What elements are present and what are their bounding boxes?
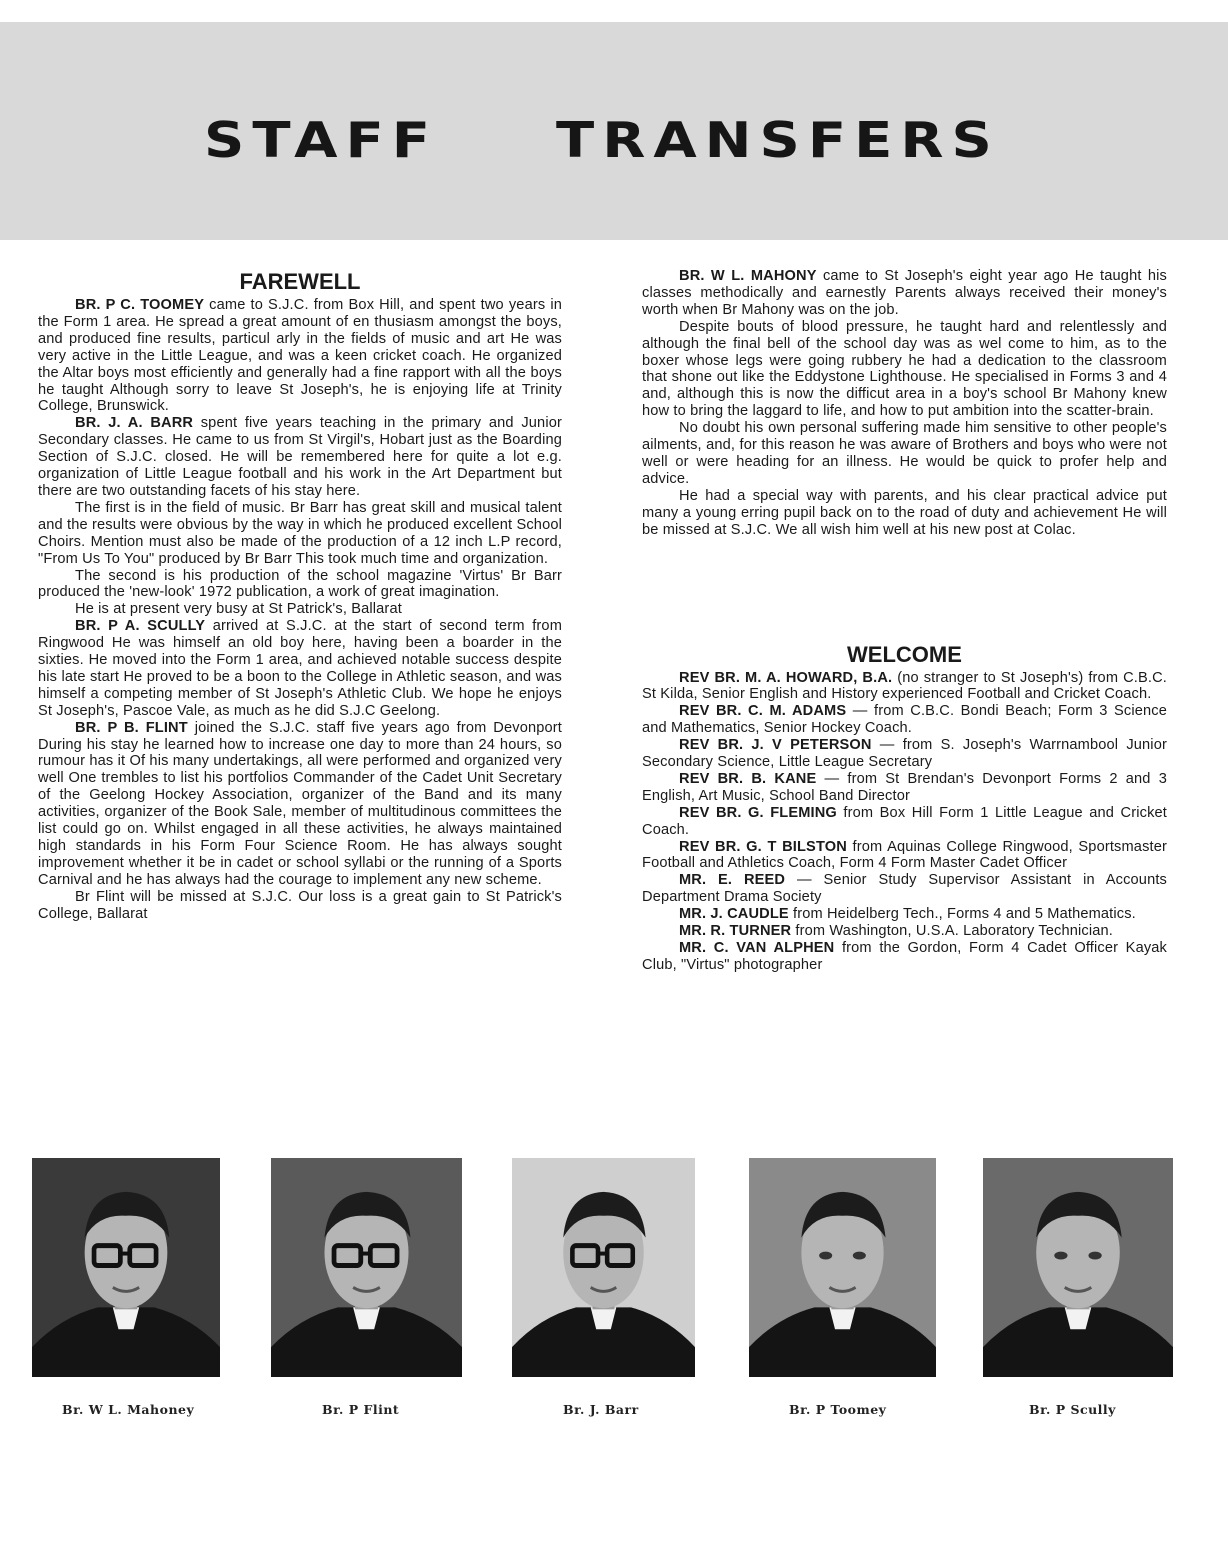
staff-name: BR. J. A. BARR <box>75 415 194 432</box>
staff-name: BR. W L. MAHONY <box>679 268 817 284</box>
paragraph-text: came to St Joseph's eight year ago He taught his classes methodically and earnestly Parents always received their money's worth when Br Mahony was on the job. <box>642 268 1167 318</box>
welcome-entry <box>642 839 1167 873</box>
staff-name: REV BR. G. FLEMING <box>679 804 837 821</box>
welcome-entry <box>642 703 1167 737</box>
staff-name: REV BR. B. KANE <box>679 770 817 787</box>
page-title <box>0 112 1228 182</box>
paragraph-text: He is at present very busy at St Patrick's, Ballarat <box>75 601 402 618</box>
farewell-paragraph <box>38 889 562 923</box>
staff-portrait <box>32 1158 220 1377</box>
paragraph-text: from the Gordon, Form 4 Cadet Officer Kayak Club, "Virtus" photographer <box>642 940 1167 973</box>
farewell-continued-paragraphs <box>642 268 1167 539</box>
farewell-paragraph <box>642 420 1167 488</box>
paragraph-text: The second is his production of the school magazine 'Virtus' Br Barr produced the 'new-look' 1972 publication, a work of great imagination. <box>38 567 562 601</box>
portrait-figure <box>271 1158 462 1377</box>
paragraph-text: joined the S.J.C. staff five years ago from Devonport During his stay he learned how to increase one day to more than 24 hours, so rumour has it Of his many undertakings, all were performed and organized very well One trembles to list his portfolios Commander of the Cadet Unit Secretary of the Geelong Hockey Association, organizer of the Band and its many activities, organizer of the Book Sale, member of multitudinous committees the list could go on. Whilst engaged in all these activities, he always maintained high standards in his Form Four Science Room. He has always sought improvement whether it be in cadet or school syllabi or the running of a Sports Carnival and he has always had the courage to implement any new scheme. <box>38 719 562 888</box>
farewell-paragraph <box>642 268 1167 319</box>
welcome-entry <box>642 805 1167 839</box>
paragraph-text: — from S. Joseph's Warrnambool Junior Secondary Science, Little League Secretary <box>642 737 1167 771</box>
staff-name: MR. R. TURNER <box>679 923 792 940</box>
staff-name: BR. P C. TOOMEY <box>75 297 205 313</box>
paragraph-text: from Heidelberg Tech., Forms 4 and 5 Mathematics. <box>788 906 1136 923</box>
portrait-figure <box>749 1158 936 1377</box>
staff-name: MR. J. CAUDLE <box>679 906 789 923</box>
paragraph-text: — from C.B.C. Bondi Beach; Form 3 Science and Mathematics, Senior Hockey Coach. <box>642 703 1168 737</box>
farewell-heading: FAREWELL <box>239 269 361 294</box>
farewell-paragraph <box>38 568 562 602</box>
farewell-column <box>38 268 562 923</box>
paragraph-text: spent five years teaching in the primary and Junior Secondary classes. He came to us from St Virgil's, Hobart just as the Boarding Section of S.J.C. closed. He will be remembered here for quite a lot e.g. organization of Little League football and his work in the Art Department but there are two outstanding facets of his stay here. <box>38 415 562 499</box>
welcome-entry <box>642 771 1167 805</box>
welcome-list <box>642 670 1167 974</box>
portrait-figure <box>983 1158 1173 1377</box>
paragraph-text: — from St Brendan's Devonport Forms 2 and 3 English, Art Music, School Band Director <box>642 770 1167 804</box>
welcome-entry <box>642 872 1167 906</box>
photo-caption: Br. P Toomey <box>789 1402 887 1417</box>
welcome-entry <box>642 906 1167 923</box>
paragraph-text: The first is in the field of music. Br Barr has great skill and musical talent and the results were obvious by the way in which he produced excellent School Choirs. Mention must also be made of the production of a 12 inch L.P record, "From Us To You" produced by Br Barr This took much time and organization. <box>38 499 562 567</box>
farewell-paragraph <box>642 319 1167 420</box>
staff-name: REV BR. G. T BILSTON <box>679 838 847 855</box>
staff-name: MR. C. VAN ALPHEN <box>679 940 835 956</box>
staff-portrait <box>749 1158 936 1377</box>
paragraph-text: from Washington, U.S.A. Laboratory Technician. <box>791 923 1113 940</box>
photo-caption: Br. J. Barr <box>563 1402 639 1417</box>
page-title-word-2: TRANSFERS <box>556 112 1000 170</box>
paragraph-text: came to S.J.C. from Box Hill, and spent two years in the Form 1 area. He spread a great amount of en thusiasm amongst the boys, and produced fine results, particul arly in the fields of music and art He was very active in the Little League, and was a keen cricket coach. He organized the Altar boys most efficiently and generally had a fine rapport with all the boys he taught Although sorry to leave St Joseph's, he is enjoying life at Trinity College, Brunswick. <box>38 297 562 415</box>
portrait-figure <box>32 1158 220 1377</box>
farewell-paragraph <box>38 500 562 568</box>
welcome-heading: WELCOME <box>847 641 962 667</box>
page-title-word-1: STAFF <box>204 112 439 170</box>
photo-caption: Br. P Scully <box>1029 1402 1116 1417</box>
staff-name: BR. P B. FLINT <box>75 719 188 736</box>
portrait-figure <box>512 1158 695 1377</box>
staff-portrait <box>271 1158 462 1377</box>
paragraph-text: from Box Hill Form 1 Little League and Cricket Coach. <box>642 804 1168 838</box>
photo-caption: Br. P Flint <box>322 1402 400 1417</box>
staff-name: MR. E. REED <box>679 872 786 889</box>
paragraph-text: arrived at S.J.C. at the start of second term from Ringwood He was himself an old boy here, having been a boarder in the sixties. He moved into the Form 1 area, and achieved notable success despite his late start He proved to be a boon to the College in Athletic season, and was himself a competing member of St Joseph's Athletic Club. We hope he enjoys St Joseph's, Pascoe Vale, as much as he did S.J.C Geelong. <box>38 618 562 719</box>
paragraph-text: Despite bouts of blood pressure, he taught hard and relentlessly and although the final bell of the school day was as wel come to him, as to the boxer whose legs were going rubbery he had a dedication to the classroom that shone out like the Eddystone Lighthouse. He specialised in Forms 3 and 4 and, although this is now the difficut area in a boy's school Br Mahony knew how to bring the laggard to life, and how to put ambition into the scatter-brain. <box>642 318 1167 420</box>
farewell-paragraph <box>38 297 562 415</box>
farewell-paragraph <box>38 618 562 719</box>
farewell-paragraph <box>642 488 1167 539</box>
staff-photos <box>0 1158 1228 1428</box>
paragraph-text: He had a special way with parents, and his clear practical advice put many a young erring pupil back on to the road of duty and achievement He will be missed at S.J.C. We all wish him well at his new post at Colac. <box>642 487 1167 538</box>
welcome-entry <box>642 940 1167 974</box>
paragraph-text: from Aquinas College Ringwood, Sportsmaster Football and Athletics Coach, Form 4 Form Master Cadet Officer <box>642 838 1167 872</box>
paragraph-text: No doubt his own personal suffering made him sensitive to other people's ailments, and, for this reason he was aware of Brothers and boys who were not well or were heading for an illness. He would be quick to profer help and advice. <box>642 420 1167 487</box>
farewell-paragraph <box>38 601 562 618</box>
welcome-entry <box>642 737 1167 771</box>
farewell-paragraphs <box>38 297 562 923</box>
staff-name: REV BR. M. A. HOWARD, B.A. <box>679 669 893 686</box>
paragraph-text: Br Flint will be missed at S.J.C. Our loss is a great gain to St Patrick's College, Ballarat <box>38 888 562 922</box>
right-column <box>642 268 1167 974</box>
paragraph-text: (no stranger to St Joseph's) from C.B.C. St Kilda, Senior English and History experienced Football and Cricket Coach. <box>642 669 1167 703</box>
staff-portrait <box>512 1158 695 1377</box>
welcome-entry <box>642 670 1167 704</box>
staff-name: REV BR. C. M. ADAMS <box>679 703 847 720</box>
staff-portrait <box>983 1158 1173 1377</box>
photo-caption: Br. W L. Mahoney <box>62 1402 195 1417</box>
welcome-entry <box>642 923 1167 940</box>
farewell-paragraph <box>38 415 562 500</box>
staff-name: REV BR. J. V PETERSON <box>679 737 872 754</box>
paragraph-text: — Senior Study Supervisor Assistant in Accounts Department Drama Society <box>642 872 1167 906</box>
farewell-paragraph <box>38 720 562 889</box>
staff-name: BR. P A. SCULLY <box>75 618 206 635</box>
